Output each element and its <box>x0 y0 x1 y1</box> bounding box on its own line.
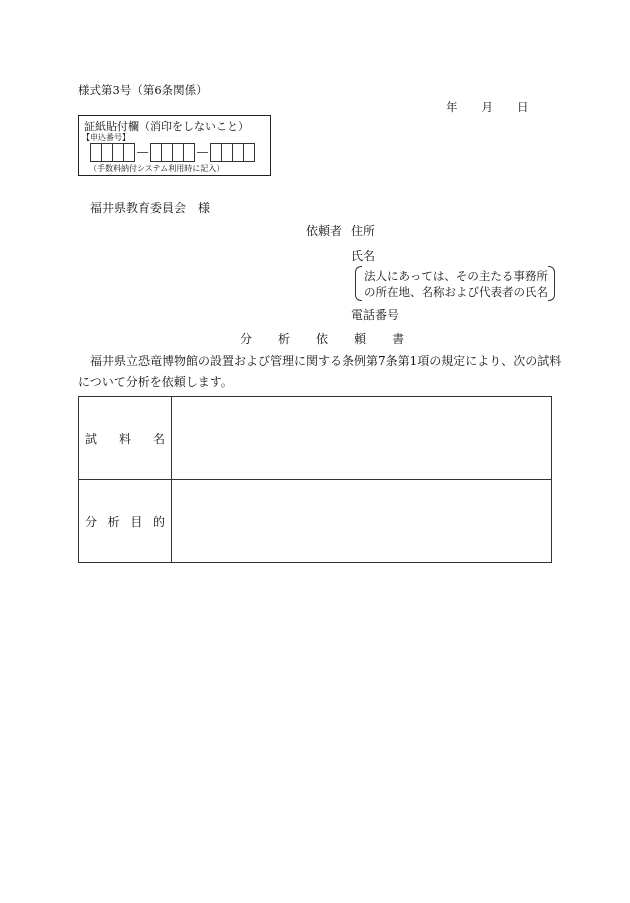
corporate-note <box>355 266 555 301</box>
corporate-note-line1: 法人にあっては、その主たる事務所 <box>364 269 548 283</box>
title-char: 依 <box>316 332 329 346</box>
document-title <box>240 330 404 347</box>
stamp-box <box>78 115 271 176</box>
stamp-box-note: （手数料納付システム利用時に記入） <box>89 164 225 173</box>
body-line-2: について分析を依頼します。 <box>78 375 233 389</box>
label-char: 分 <box>85 514 98 529</box>
address-label: 住所 <box>351 224 376 238</box>
label-char: 料 <box>118 431 131 446</box>
sample-name-label <box>79 397 172 480</box>
date-line <box>446 99 529 115</box>
label-char: 試 <box>85 431 98 446</box>
stamp-box-title: 証紙貼付欄（消印をしないこと） <box>84 120 249 133</box>
separator-dash <box>197 152 208 153</box>
date-year: 年 <box>446 100 458 114</box>
number-cell[interactable] <box>243 143 255 162</box>
date-month: 月 <box>481 100 493 114</box>
label-char: 析 <box>107 514 120 529</box>
separator-dash <box>137 152 148 153</box>
title-char: 分 <box>240 332 253 346</box>
application-number-cells <box>90 143 254 162</box>
table-row <box>79 480 552 563</box>
left-bracket <box>355 266 362 301</box>
title-char: 析 <box>278 332 291 346</box>
label-char: 的 <box>152 514 165 529</box>
sample-table <box>78 396 552 563</box>
number-cell[interactable] <box>183 143 195 162</box>
name-label: 氏名 <box>351 249 376 263</box>
title-char: 頼 <box>354 332 367 346</box>
body-line-1: 福井県立恐竜博物館の設置および管理に関する条例第7条第1項の規定により、次の試料 <box>90 354 562 368</box>
table-row <box>79 397 552 480</box>
label-char: 名 <box>152 431 165 446</box>
requester-label: 依頼者 <box>306 224 343 238</box>
date-day: 日 <box>517 100 529 114</box>
right-bracket <box>548 266 555 301</box>
corporate-note-line2: の所在地、名称および代表者の氏名 <box>364 285 548 299</box>
number-cell[interactable] <box>123 143 135 162</box>
analysis-purpose-field[interactable] <box>172 480 552 563</box>
application-number-label: 【申込番号】 <box>82 133 130 142</box>
label-char: 目 <box>130 514 143 529</box>
phone-label: 電話番号 <box>351 308 400 322</box>
sample-name-field[interactable] <box>172 397 552 480</box>
form-number: 様式第3号（第6条関係） <box>78 83 208 97</box>
addressee: 福井県教育委員会 様 <box>90 201 211 215</box>
title-char: 書 <box>392 332 405 346</box>
analysis-purpose-label <box>79 480 172 563</box>
